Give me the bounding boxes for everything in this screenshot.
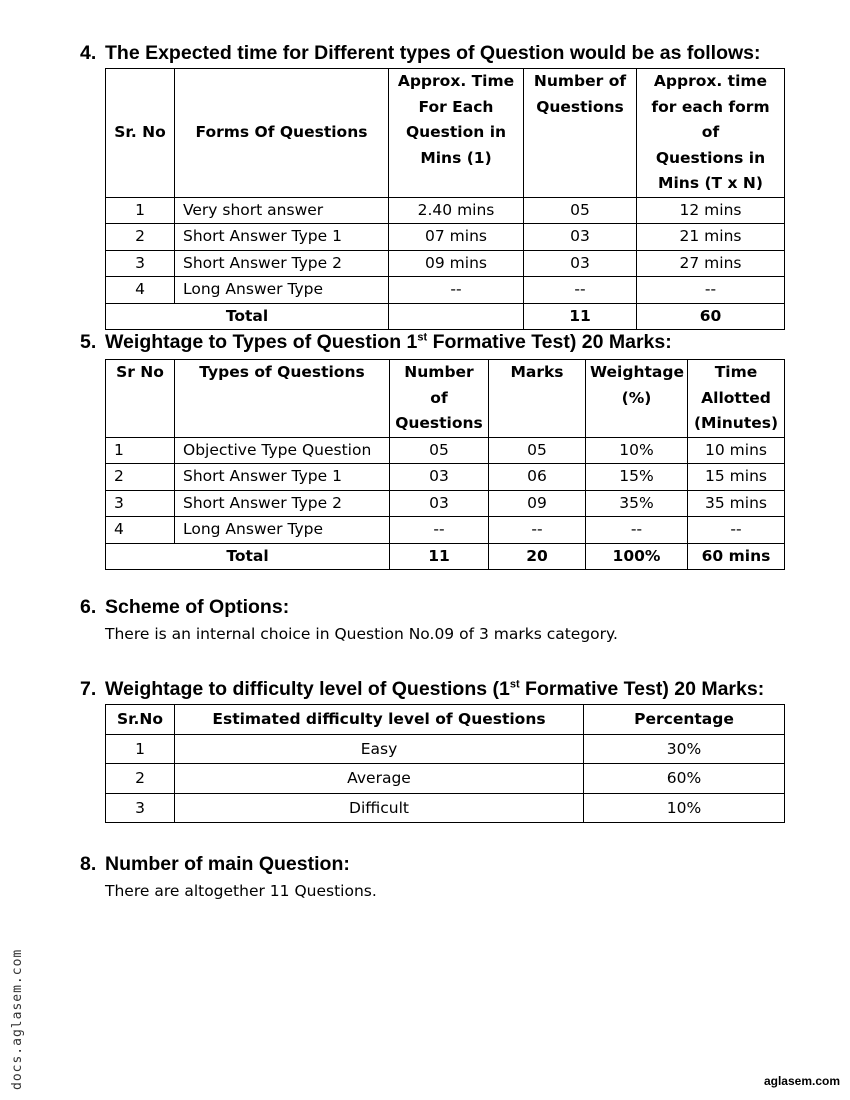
header-approx-line-1: Approx. Time (397, 72, 515, 90)
header-forms: Forms Of Questions (175, 69, 389, 198)
cell-time: 35 mins (688, 490, 785, 517)
cell-time: 15 mins (688, 464, 785, 491)
cell-time: -- (389, 277, 524, 304)
cell-count: -- (390, 517, 489, 544)
header-time (688, 360, 785, 438)
section-4 (80, 41, 761, 65)
section-7-title-a: Weightage to difficulty level of Questions (1 (105, 678, 510, 700)
header-time-line-2: Allotted (701, 388, 771, 407)
cell-sr: 3 (106, 490, 175, 517)
cell-form: Short Answer Type 1 (175, 224, 389, 251)
section-4-number: 4. (80, 42, 97, 64)
table-header-row (106, 69, 785, 198)
cell-weight: 10% (586, 437, 688, 464)
table-row (106, 464, 785, 491)
header-marks: Marks (489, 360, 586, 438)
section-4-heading (80, 41, 761, 65)
cell-count: 03 (390, 464, 489, 491)
header-number-line-2: of (430, 388, 448, 407)
header-approx-line-3: Question in (405, 123, 507, 141)
section-5-title-a: Weightage to Types of Question 1 (105, 331, 418, 353)
cell-type: Objective Type Question (175, 437, 390, 464)
cell-marks: 05 (489, 437, 586, 464)
header-types: Types of Questions (175, 360, 390, 438)
cell-form: Long Answer Type (175, 277, 389, 304)
total-time (389, 303, 524, 330)
side-watermark: docs.aglasem.com (10, 948, 25, 1090)
total-weight: 100% (586, 543, 688, 570)
header-approx-line-4: Mins (1) (420, 148, 492, 167)
cell-sr: 2 (106, 764, 175, 794)
table-row (106, 437, 785, 464)
cell-form: Very short answer (175, 197, 389, 224)
cell-time: 09 mins (389, 250, 524, 277)
cell-type: Short Answer Type 2 (175, 490, 390, 517)
cell-sr: 3 (106, 793, 175, 823)
cell-weight: -- (586, 517, 688, 544)
header-number-line-1: Number (404, 363, 474, 381)
header-number (390, 360, 489, 438)
header-approx-line-2: For Each (418, 97, 494, 116)
cell-weight: 35% (586, 490, 688, 517)
section-6-text: There is an internal choice in Question No.09 of 3 marks category. (105, 625, 618, 643)
table-header-row (106, 705, 785, 735)
cell-type: Short Answer Type 1 (175, 464, 390, 491)
difficulty-table (105, 704, 785, 823)
table-row (106, 250, 785, 277)
cell-time: -- (688, 517, 785, 544)
table-row (106, 793, 785, 823)
expected-time-table (105, 68, 785, 330)
cell-count: 03 (524, 250, 637, 277)
section-5-title-b: Formative Test) 20 Marks: (427, 331, 672, 353)
header-weightage (586, 360, 688, 438)
cell-total: -- (637, 277, 785, 304)
header-total-time (637, 69, 785, 198)
header-number-line-2: Questions (536, 97, 624, 116)
cell-percent: 30% (584, 734, 785, 764)
total-label: Total (106, 303, 389, 330)
header-percentage: Percentage (584, 705, 785, 735)
header-number (524, 69, 637, 198)
table-total-row (106, 303, 785, 330)
cell-type: Long Answer Type (175, 517, 390, 544)
table-row (106, 277, 785, 304)
cell-form: Short Answer Type 2 (175, 250, 389, 277)
total-label: Total (106, 543, 390, 570)
cell-marks: 06 (489, 464, 586, 491)
header-number-line-3: Questions (395, 414, 483, 432)
cell-level: Average (175, 764, 584, 794)
cell-sr: 3 (106, 250, 175, 277)
section-6-heading (80, 595, 618, 619)
total-marks: 20 (489, 543, 586, 570)
header-level: Estimated difficulty level of Questions (175, 705, 584, 735)
cell-count: 03 (524, 224, 637, 251)
table-total-row (106, 543, 785, 570)
cell-count: 05 (524, 197, 637, 224)
table-row (106, 764, 785, 794)
cell-total: 27 mins (637, 250, 785, 277)
cell-sr: 2 (106, 464, 175, 491)
table-header-row (106, 360, 785, 438)
section-7 (80, 677, 764, 701)
table-row (106, 734, 785, 764)
section-8-number: 8. (80, 853, 97, 875)
header-sr-no: Sr No (106, 360, 175, 438)
total-time: 60 mins (688, 543, 785, 570)
total-count: 11 (524, 303, 637, 330)
section-7-title-b: Formative Test) 20 Marks: (519, 678, 765, 700)
cell-sr: 4 (106, 517, 175, 544)
cell-sr: 1 (106, 197, 175, 224)
table-row (106, 224, 785, 251)
header-sr-no: Sr.No (106, 705, 175, 735)
cell-time: 2.40 mins (389, 197, 524, 224)
total-count: 11 (390, 543, 489, 570)
header-number-line-1: Number of (533, 72, 627, 90)
weightage-types-table (105, 359, 785, 570)
header-weightage-line-1: Weightage (590, 363, 684, 381)
section-4-title: The Expected time for Different types of Question would be as follows: (105, 42, 761, 64)
total-minutes: 60 (637, 303, 785, 330)
header-total-line-2: for each form of (651, 97, 770, 141)
section-6-title: Scheme of Options: (105, 596, 290, 618)
header-sr-no: Sr. No (106, 69, 175, 198)
section-8-title: Number of main Question: (105, 853, 350, 875)
cell-level: Easy (175, 734, 584, 764)
cell-total: 21 mins (637, 224, 785, 251)
table-row (106, 517, 785, 544)
header-total-line-3: Questions in (655, 148, 766, 167)
cell-marks: 09 (489, 490, 586, 517)
cell-weight: 15% (586, 464, 688, 491)
header-time-line-1: Time (714, 363, 758, 381)
cell-level: Difficult (175, 793, 584, 823)
cell-count: -- (524, 277, 637, 304)
cell-count: 03 (390, 490, 489, 517)
header-time-line-3: (Minutes) (693, 414, 779, 432)
section-5-title-sup: st (417, 331, 428, 344)
cell-sr: 4 (106, 277, 175, 304)
cell-total: 12 mins (637, 197, 785, 224)
section-8-heading (80, 852, 377, 876)
header-total-line-4: Mins (T x N) (658, 174, 763, 192)
cell-sr: 2 (106, 224, 175, 251)
section-7-title-sup: st (509, 678, 520, 691)
cell-marks: -- (489, 517, 586, 544)
cell-sr: 1 (106, 437, 175, 464)
cell-percent: 10% (584, 793, 785, 823)
section-7-number: 7. (80, 678, 97, 700)
section-6-number: 6. (80, 596, 97, 618)
section-8-text: There are altogether 11 Questions. (105, 882, 377, 900)
section-5 (80, 330, 672, 354)
header-weightage-line-2: (%) (621, 388, 652, 407)
section-5-heading (80, 330, 672, 354)
section-7-heading (80, 677, 764, 701)
section-8 (80, 852, 377, 902)
table-row (106, 490, 785, 517)
cell-percent: 60% (584, 764, 785, 794)
cell-time: 10 mins (688, 437, 785, 464)
cell-sr: 1 (106, 734, 175, 764)
cell-time: 07 mins (389, 224, 524, 251)
header-approx-time (389, 69, 524, 198)
cell-count: 05 (390, 437, 489, 464)
table-row (106, 197, 785, 224)
corner-watermark: aglasem.com (763, 1074, 840, 1088)
header-total-line-1: Approx. time (653, 72, 768, 90)
section-6 (80, 595, 618, 645)
section-5-number: 5. (80, 331, 97, 353)
